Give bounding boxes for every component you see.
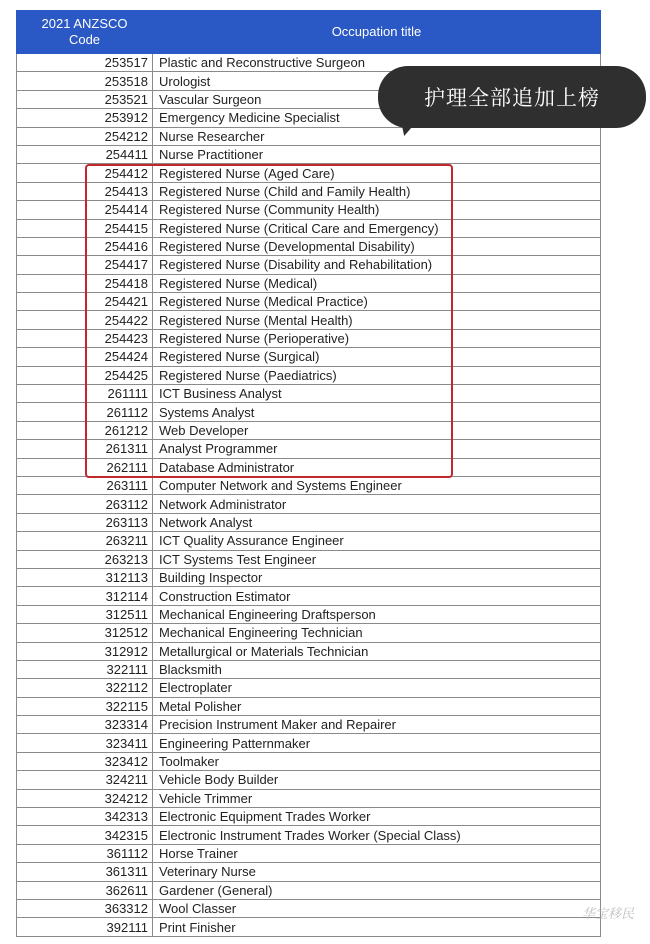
code-cell: 324211	[17, 771, 153, 789]
title-cell: Building Inspector	[153, 568, 601, 586]
title-cell: Registered Nurse (Medical)	[153, 274, 601, 292]
table-row	[17, 145, 601, 163]
title-cell: Registered Nurse (Developmental Disability)	[153, 237, 601, 255]
title-cell: Electronic Equipment Trades Worker	[153, 808, 601, 826]
code-cell: 254413	[17, 182, 153, 200]
table-row	[17, 311, 601, 329]
table-row	[17, 348, 601, 366]
code-cell: 261112	[17, 403, 153, 421]
table-row	[17, 624, 601, 642]
code-cell: 322112	[17, 679, 153, 697]
title-cell: Metallurgical or Materials Technician	[153, 642, 601, 660]
code-cell: 262111	[17, 458, 153, 476]
code-cell: 253517	[17, 54, 153, 72]
title-cell: Veterinary Nurse	[153, 863, 601, 881]
title-column-header: Occupation title	[153, 11, 601, 54]
table-row	[17, 476, 601, 494]
code-cell: 324212	[17, 789, 153, 807]
table-row	[17, 219, 601, 237]
code-cell: 254414	[17, 201, 153, 219]
table-row	[17, 421, 601, 439]
code-cell: 254424	[17, 348, 153, 366]
table-row	[17, 182, 601, 200]
title-cell: ICT Quality Assurance Engineer	[153, 532, 601, 550]
code-cell: 392111	[17, 918, 153, 936]
code-cell: 254411	[17, 145, 153, 163]
table-row	[17, 164, 601, 182]
title-cell: Database Administrator	[153, 458, 601, 476]
table-row	[17, 642, 601, 660]
title-cell: Registered Nurse (Aged Care)	[153, 164, 601, 182]
code-cell: 263113	[17, 513, 153, 531]
code-cell: 254425	[17, 366, 153, 384]
title-cell: Print Finisher	[153, 918, 601, 936]
title-cell: Mechanical Engineering Technician	[153, 624, 601, 642]
title-cell: Web Developer	[153, 421, 601, 439]
code-cell: 362611	[17, 881, 153, 899]
code-cell: 253518	[17, 72, 153, 90]
code-cell: 323314	[17, 716, 153, 734]
watermark-text: 华宝移民	[581, 907, 634, 922]
title-cell: Electroplater	[153, 679, 601, 697]
code-cell: 263111	[17, 476, 153, 494]
title-cell: Gardener (General)	[153, 881, 601, 899]
title-cell: Nurse Practitioner	[153, 145, 601, 163]
code-cell: 254212	[17, 127, 153, 145]
title-cell: Wool Classer	[153, 899, 601, 917]
table-row	[17, 844, 601, 862]
title-cell: Analyst Programmer	[153, 440, 601, 458]
table-row	[17, 293, 601, 311]
table-row	[17, 385, 601, 403]
title-cell: Vehicle Trimmer	[153, 789, 601, 807]
title-cell: Blacksmith	[153, 660, 601, 678]
table-row	[17, 587, 601, 605]
title-cell: Plastic and Reconstructive Surgeon	[153, 54, 601, 72]
code-cell: 312512	[17, 624, 153, 642]
code-cell: 263213	[17, 550, 153, 568]
title-cell: Vehicle Body Builder	[153, 771, 601, 789]
code-column-header	[17, 11, 153, 54]
table-row	[17, 899, 601, 917]
title-cell: Urologist	[153, 72, 601, 90]
code-header-line2: Code	[68, 32, 101, 47]
code-cell: 254415	[17, 219, 153, 237]
table-row	[17, 256, 601, 274]
title-cell: Registered Nurse (Perioperative)	[153, 329, 601, 347]
table-row	[17, 808, 601, 826]
code-cell: 312912	[17, 642, 153, 660]
title-cell: Registered Nurse (Paediatrics)	[153, 366, 601, 384]
table-row	[17, 403, 601, 421]
code-cell: 254416	[17, 237, 153, 255]
code-cell: 254418	[17, 274, 153, 292]
code-cell: 312511	[17, 605, 153, 623]
table-row	[17, 495, 601, 513]
code-cell: 253912	[17, 109, 153, 127]
title-cell: Registered Nurse (Community Health)	[153, 201, 601, 219]
code-cell: 263112	[17, 495, 153, 513]
code-cell: 322115	[17, 697, 153, 715]
code-cell: 254412	[17, 164, 153, 182]
title-cell: Registered Nurse (Surgical)	[153, 348, 601, 366]
table-row	[17, 513, 601, 531]
title-cell: Registered Nurse (Disability and Rehabilitation)	[153, 256, 601, 274]
title-cell: Mechanical Engineering Draftsperson	[153, 605, 601, 623]
code-cell: 323412	[17, 752, 153, 770]
table-row	[17, 863, 601, 881]
title-cell: Network Analyst	[153, 513, 601, 531]
table-row	[17, 771, 601, 789]
code-cell: 261212	[17, 421, 153, 439]
code-cell: 312113	[17, 568, 153, 586]
title-cell: Precision Instrument Maker and Repairer	[153, 716, 601, 734]
table-row	[17, 458, 601, 476]
code-cell: 253521	[17, 90, 153, 108]
title-cell: Systems Analyst	[153, 403, 601, 421]
table-row	[17, 568, 601, 586]
title-cell: Computer Network and Systems Engineer	[153, 476, 601, 494]
table-header-row	[17, 11, 601, 54]
title-cell: Metal Polisher	[153, 697, 601, 715]
code-cell: 254423	[17, 329, 153, 347]
table-row	[17, 716, 601, 734]
code-cell: 361311	[17, 863, 153, 881]
table-row	[17, 660, 601, 678]
table-row	[17, 201, 601, 219]
code-cell: 254422	[17, 311, 153, 329]
code-cell: 261311	[17, 440, 153, 458]
title-cell: ICT Business Analyst	[153, 385, 601, 403]
table-row	[17, 734, 601, 752]
code-cell: 342315	[17, 826, 153, 844]
table-row	[17, 752, 601, 770]
code-cell: 263211	[17, 532, 153, 550]
occupation-table-sheet	[16, 10, 601, 937]
watermark-logo	[582, 903, 634, 922]
code-cell: 363312	[17, 899, 153, 917]
title-cell: ICT Systems Test Engineer	[153, 550, 601, 568]
title-cell: Nurse Researcher	[153, 127, 601, 145]
title-cell: Toolmaker	[153, 752, 601, 770]
code-header-line1: 2021 ANZSCO	[41, 16, 128, 31]
table-row	[17, 605, 601, 623]
code-cell: 254421	[17, 293, 153, 311]
code-cell: 342313	[17, 808, 153, 826]
table-row	[17, 440, 601, 458]
title-cell: Registered Nurse (Mental Health)	[153, 311, 601, 329]
code-cell: 254417	[17, 256, 153, 274]
table-body	[17, 54, 601, 937]
code-cell: 323411	[17, 734, 153, 752]
title-cell: Registered Nurse (Medical Practice)	[153, 293, 601, 311]
table-row	[17, 274, 601, 292]
occupation-table	[16, 10, 601, 937]
code-cell: 322111	[17, 660, 153, 678]
title-cell: Registered Nurse (Critical Care and Emergency)	[153, 219, 601, 237]
table-row	[17, 550, 601, 568]
title-cell: Vascular Surgeon	[153, 90, 601, 108]
table-row	[17, 366, 601, 384]
title-cell: Emergency Medicine Specialist	[153, 109, 601, 127]
title-cell: Construction Estimator	[153, 587, 601, 605]
table-row	[17, 532, 601, 550]
table-row	[17, 918, 601, 936]
table-row	[17, 697, 601, 715]
table-row	[17, 881, 601, 899]
code-cell: 312114	[17, 587, 153, 605]
table-row	[17, 679, 601, 697]
title-cell: Electronic Instrument Trades Worker (Special Class)	[153, 826, 601, 844]
callout-text: 护理全部追加上榜	[424, 86, 600, 110]
title-cell: Engineering Patternmaker	[153, 734, 601, 752]
title-cell: Registered Nurse (Child and Family Health)	[153, 182, 601, 200]
title-cell: Horse Trainer	[153, 844, 601, 862]
table-row	[17, 789, 601, 807]
table-row	[17, 237, 601, 255]
table-row	[17, 329, 601, 347]
code-cell: 261111	[17, 385, 153, 403]
code-cell: 361112	[17, 844, 153, 862]
title-cell: Network Administrator	[153, 495, 601, 513]
table-row	[17, 127, 601, 145]
table-row	[17, 826, 601, 844]
